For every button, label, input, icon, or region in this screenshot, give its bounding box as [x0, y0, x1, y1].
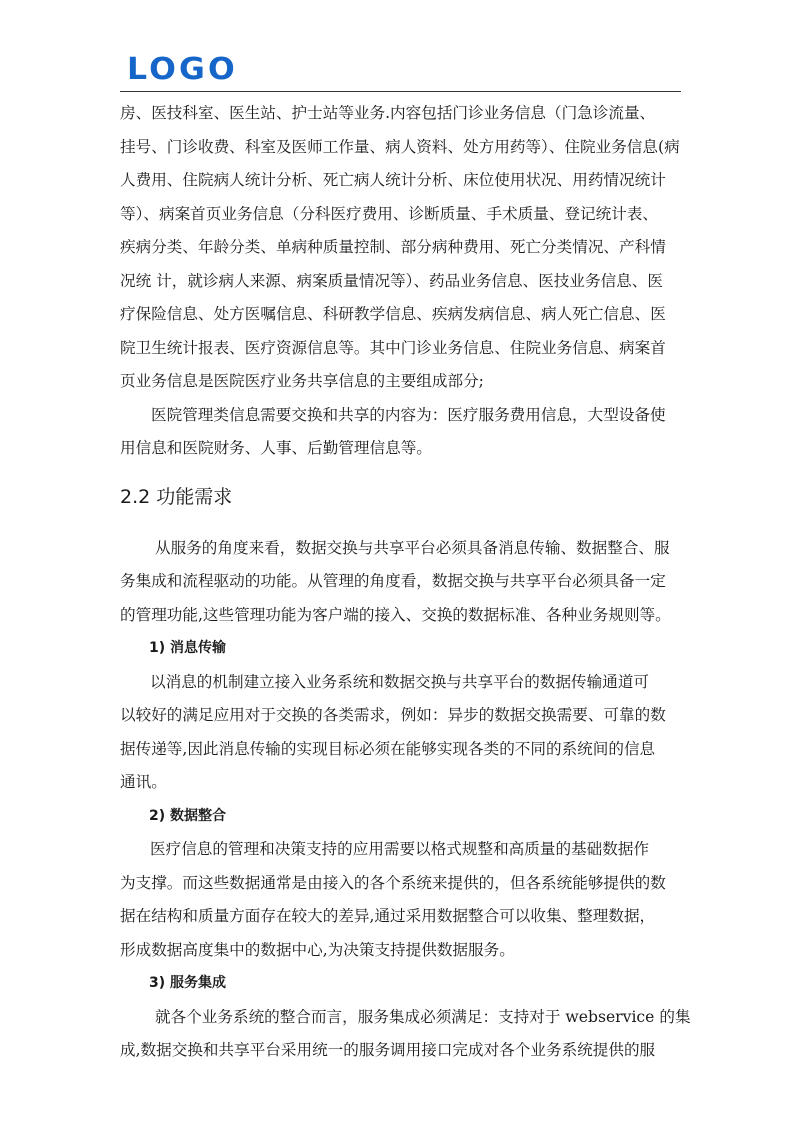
text-line: 的管理功能,这些管理功能为客户端的接入、交换的数据标准、各种业务规则等。: [120, 605, 671, 624]
text-line: 形成数据高度集中的数据中心,为决策支持提供数据服务。: [120, 940, 515, 959]
function-paragraph: [120, 532, 682, 633]
text-line: 就各个业务系统的整合而言，服务集成必须满足：支持对于 webservice 的集: [155, 1007, 691, 1026]
subsection-heading: 2) 数据整合: [149, 807, 227, 824]
logo: LOGO: [127, 52, 238, 87]
text-line: 人费用、住院病人统计分析、死亡病人统计分析、床位使用状况、用药情况统计: [120, 171, 666, 189]
text-line: 以消息的机制建立接入业务系统和数据交换与共享平台的数据传输通道可: [150, 672, 650, 691]
text-line: 据传递等,因此消息传输的实现目标必须在能够实现各类的不同的系统间的信息: [120, 739, 656, 758]
text-line: 等）、病案首页业务信息（分科医疗费用、诊断质量、手术质量、登记统计表、: [120, 204, 658, 223]
text-line: 务集成和流程驱动的功能。从管理的角度看，数据交换与共享平台必须具备一定: [120, 572, 666, 590]
text-line: 房、医技科室、医生站、护士站等业务.内容包括门诊业务信息（门急诊流量、: [120, 104, 656, 122]
document-body: [120, 97, 691, 1068]
text-line: 以较好的满足应用对于交换的各类需求，例如：异步的数据交换需要、可靠的数: [120, 706, 666, 724]
subsection-service: [120, 967, 691, 1068]
text-line: 据在结构和质量方面存在较大的差异,通过采用数据整合可以收集、整理数据，: [120, 907, 656, 925]
subsection-data: [120, 800, 682, 968]
text-line: 疗保险信息、处方医嘱信息、科研教学信息、疾病发病信息、病人死亡信息、医: [120, 305, 666, 323]
subsection-message: [120, 632, 682, 800]
text-line: 通讯。: [120, 773, 167, 791]
text-line: 页业务信息是医院医疗业务共享信息的主要组成部分;: [120, 372, 484, 390]
subsection-heading: 1) 消息传输: [149, 640, 227, 656]
text-line: 医院管理类信息需要交换和共享的内容为：医疗服务费用信息，大型设备使: [151, 405, 666, 424]
management-paragraph: [120, 399, 682, 466]
header-rule: [120, 91, 681, 92]
text-line: 从服务的角度来看，数据交换与共享平台必须具备消息传输、数据整合、服: [155, 538, 670, 557]
text-line: 疾病分类、年龄分类、单病种质量控制、部分病种费用、死亡分类情况、产科情: [120, 238, 666, 256]
text-line: 用信息和医院财务、人事、后勤管理信息等。: [120, 439, 432, 457]
intro-paragraph: [120, 97, 682, 399]
text-line: 成,数据交换和共享平台采用统一的服务调用接口完成对各个业务系统提供的服: [120, 1041, 656, 1059]
section-heading: 2.2 功能需求: [120, 485, 233, 508]
text-line: 院卫生统计报表、医疗资源信息等。其中门诊业务信息、住院业务信息、病案首: [120, 338, 666, 357]
subsection-heading: 3) 服务集成: [149, 975, 227, 991]
text-line: 为支撑。而这些数据通常是由接入的各个系统来提供的，但各系统能够提供的数: [120, 873, 666, 892]
text-line: 况统 计，就诊病人来源、病案质量情况等）、药品业务信息、医技业务信息、医: [120, 271, 663, 290]
text-line: 医疗信息的管理和决策支持的应用需要以格式规整和高质量的基础数据作: [150, 840, 650, 858]
text-line: 挂号、门诊收费、科室及医师工作量、病人资料、处方用药等）、住院业务信息(病: [120, 137, 680, 156]
